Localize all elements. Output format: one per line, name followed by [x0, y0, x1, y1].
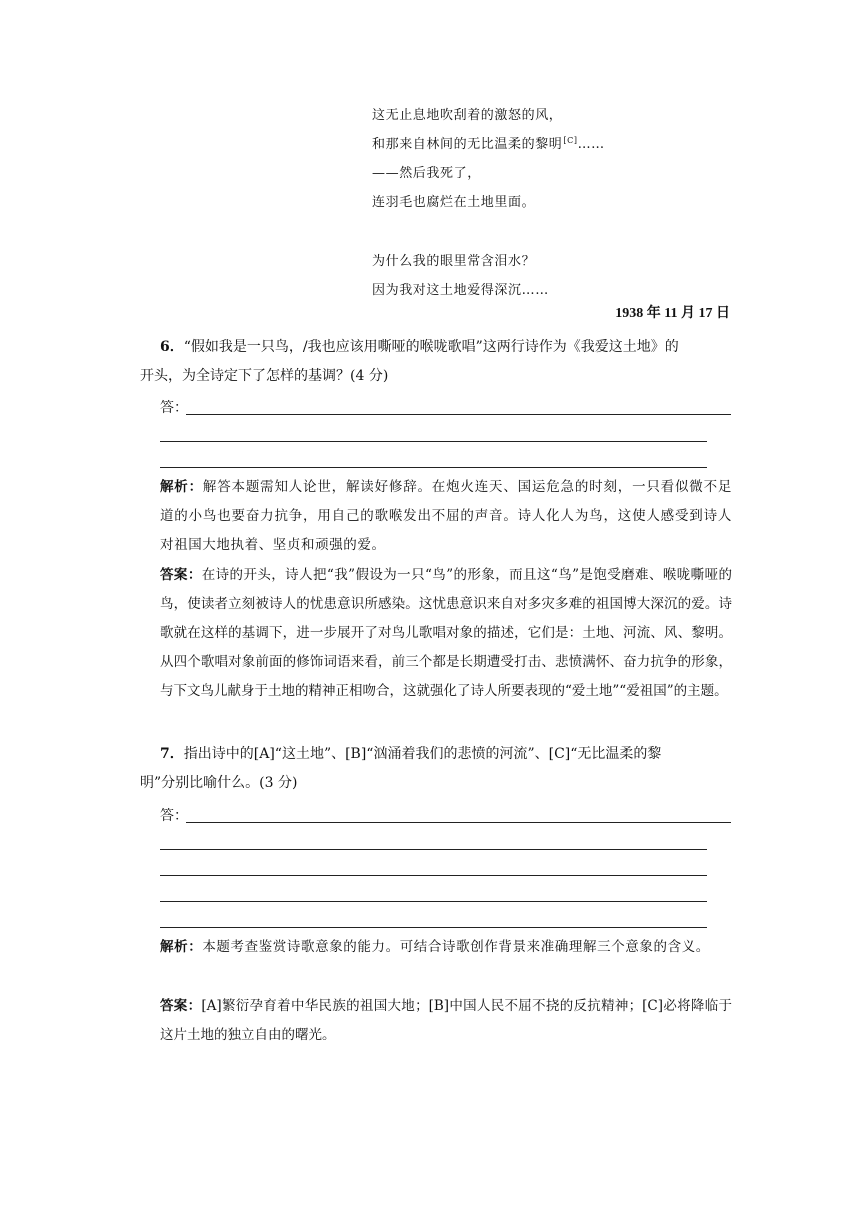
poem-line: ——然后我死了， [372, 166, 481, 181]
answer-label: 答： [160, 808, 188, 824]
analysis-label: 解析： [160, 939, 203, 955]
answer-line[interactable] [160, 467, 707, 468]
answer-line[interactable] [160, 901, 707, 902]
analysis-7 [160, 933, 732, 962]
poem-line-text: 和那来自林间的无比温柔的黎明 [372, 137, 563, 152]
poem-line: 因为我对这土地爱得深沉…… [372, 283, 549, 298]
answer-line[interactable] [160, 849, 707, 850]
answer-6 [160, 561, 732, 706]
answer-line[interactable] [160, 441, 707, 442]
poem-date: 1938 年 11 月 17 日 [615, 306, 730, 321]
poem-line: 连羽毛也腐烂在土地里面。 [372, 195, 536, 210]
question-text-cont: 开头，为全诗定下了怎样的基调？(4 分) [140, 368, 389, 384]
annotation-marker: [C] [563, 135, 578, 145]
question-text-cont: 明”分别比喻什么。(3 分) [140, 775, 298, 791]
answer-line[interactable] [186, 822, 731, 823]
poem-excerpt [372, 101, 605, 305]
answer-line[interactable] [160, 927, 707, 928]
analysis-text: 解答本题需知人论世，解读好修辞。在炮火连天、国运危急的时刻，一只看似微不足道的小鸟也要奋力抗争，用自己的歌喉发出不屈的声音。诗人化人为鸟，这使人感受到诗人对祖国大地执着、坚贞和顽强的爱。 [160, 479, 732, 553]
question-7 [140, 740, 732, 798]
answer-7 [160, 992, 732, 1050]
poem-line: 这无止息地吹刮着的激怒的风， [372, 108, 563, 123]
poem-line [372, 130, 605, 159]
ellipsis: …… [577, 137, 605, 152]
analysis-label: 解析： [160, 479, 203, 495]
answer-key-label: 答案： [160, 567, 202, 583]
analysis-text: 本题考查鉴赏诗歌意象的能力。可结合诗歌创作背景来准确理解三个意象的含义。 [202, 939, 710, 955]
answer-label: 答： [160, 400, 188, 416]
answer-line[interactable] [160, 875, 707, 876]
answer-line[interactable] [186, 414, 731, 415]
question-text: 指出诗中的[A]“这土地”、[B]“汹涌着我们的悲愤的河流”、[C]“无比温柔的黎 [183, 746, 662, 762]
answer-key-text: [A]繁衍孕育着中华民族的祖国大地；[B]中国人民不屈不挠的反抗精神；[C]必将降临于这片土地的独立自由的曙光。 [160, 998, 732, 1043]
question-number: 7． [160, 746, 184, 762]
question-number: 6． [160, 339, 184, 355]
question-text: “假如我是一只鸟，/我也应该用嘶哑的喉咙歌唱”这两行诗作为《我爱这土地》的 [183, 339, 679, 355]
question-6 [140, 333, 732, 391]
analysis-6 [160, 473, 732, 560]
poem-line: 为什么我的眼里常含泪水？ [372, 254, 536, 269]
answer-key-label: 答案： [160, 998, 202, 1014]
answer-key-text: 在诗的开头，诗人把“我”假设为一只“鸟”的形象，而且这“鸟”是饱受磨难、喉咙嘶哑的鸟，使读者立刻被诗人的忧患意识所感染。这忧患意识来自对多灾多难的祖国博大深沉的爱。诗歌就在这样的基调下，进一步展开了对鸟儿歌唱对象的描述，它们是：土地、河流、风、黎明。从四个歌唱对象前面的修饰词语来看，前三个都是长期遭受打击、悲愤满怀、奋力抗争的形象，与下文鸟儿献身于土地的精神正相吻合，这就强化了诗人所要表现的“爱土地”“爱祖国”的主题。 [160, 567, 732, 699]
